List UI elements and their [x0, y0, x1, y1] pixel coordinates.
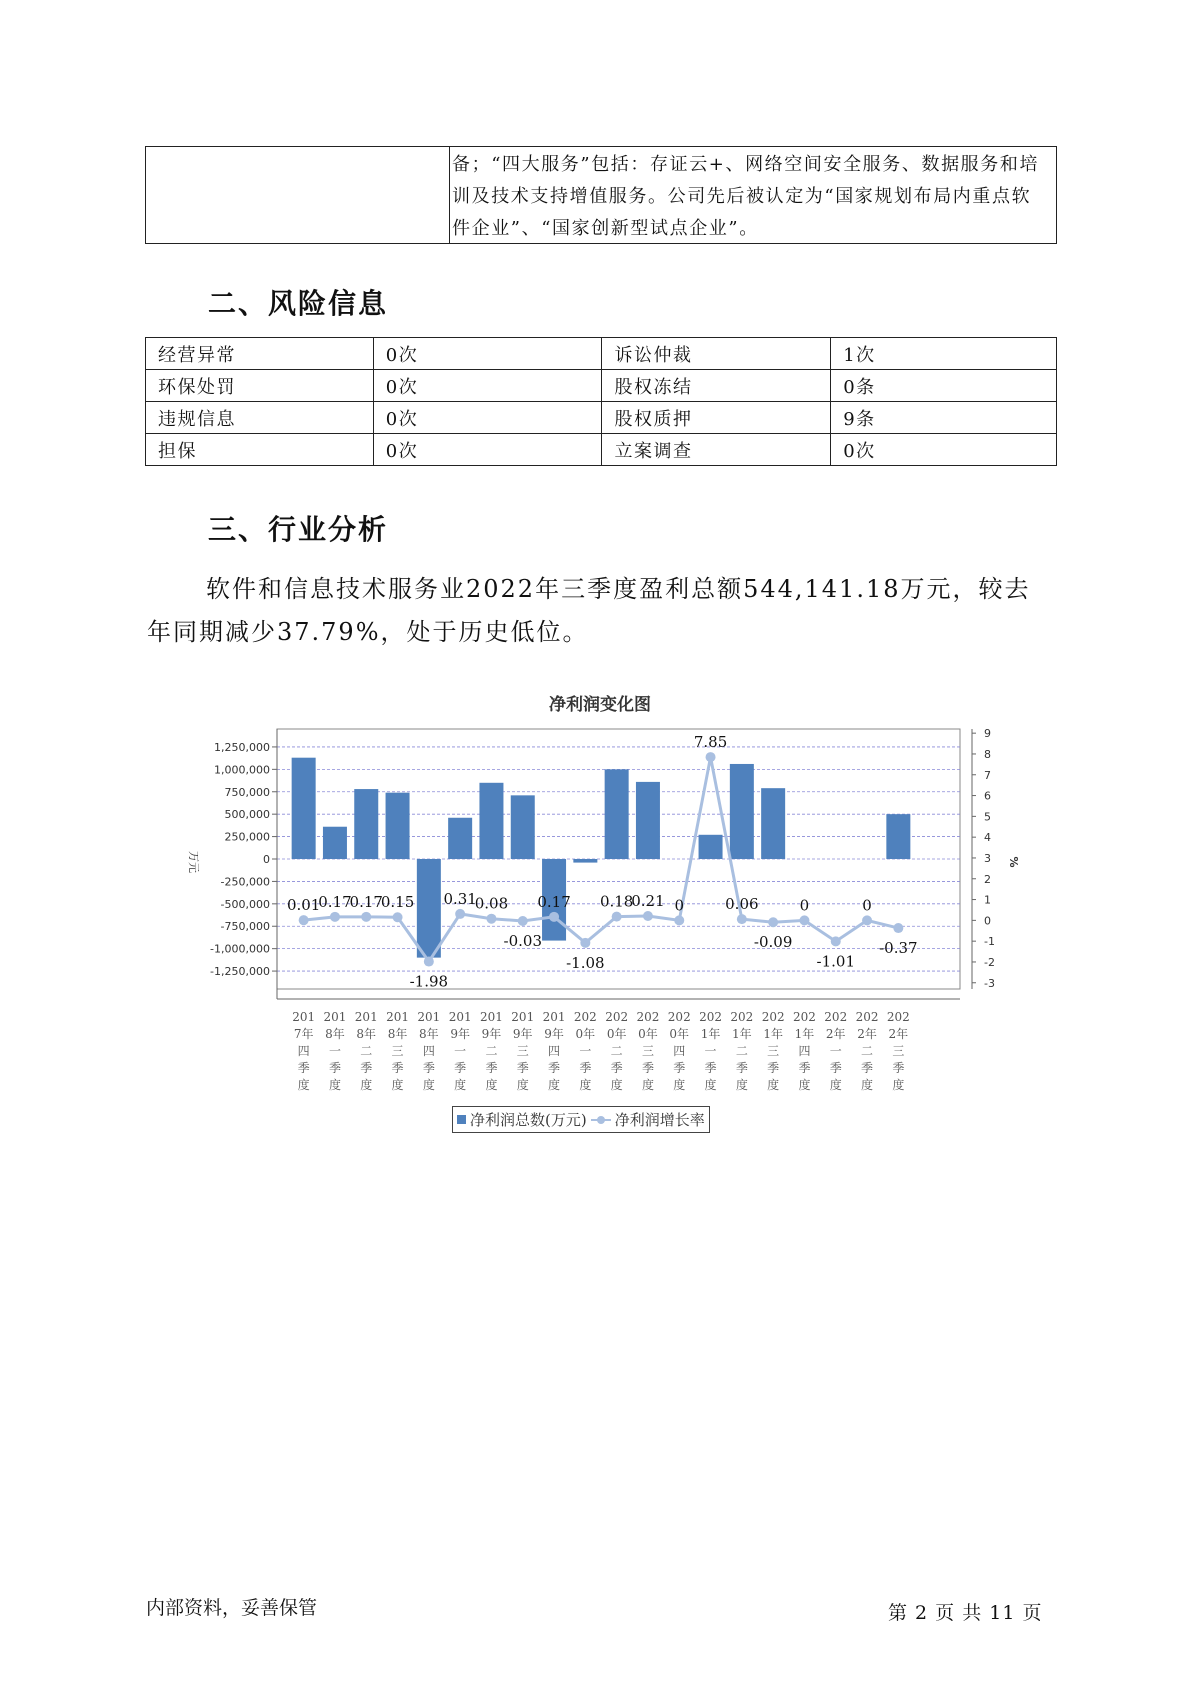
data-label: 0.15 — [380, 893, 415, 912]
info-line: 备；“四大服务”包括：存证云+、网络空间安全服务、数据服务和培 — [452, 154, 1040, 175]
data-label: -0.03 — [503, 931, 542, 950]
x-tick-label: 季 — [641, 1061, 654, 1075]
y-tick-label-right: 4 — [984, 831, 991, 845]
x-tick-label: 二 — [735, 1044, 748, 1058]
data-label: 0.17 — [318, 892, 352, 911]
growth-rate-point — [831, 936, 841, 946]
x-tick-label: 202 — [667, 1010, 691, 1024]
risk-value: 0次 — [831, 434, 1057, 466]
x-tick-label: 三 — [516, 1044, 529, 1058]
x-tick-label: 201 — [479, 1010, 503, 1024]
x-tick-label: 季 — [422, 1061, 435, 1075]
x-tick-label: 二 — [610, 1044, 623, 1058]
section-heading-industry: 三、行业分析 — [208, 513, 389, 546]
x-tick-label: 季 — [360, 1061, 373, 1075]
x-tick-label: 度 — [704, 1078, 717, 1092]
x-tick-label: 季 — [610, 1061, 623, 1075]
info-line: 训及技术支持增值服务。公司先后被认定为“国家规划布局内重点软 — [452, 186, 1032, 207]
y-tick-label-left: 750,000 — [224, 785, 270, 799]
x-tick-label: 度 — [892, 1078, 905, 1092]
risk-label: 股权冻结 — [602, 370, 831, 402]
footer-page-number: 第 2 页 共 11 页 — [888, 1602, 1043, 1624]
legend-label-bar: 净利润总数(万元) — [470, 1111, 587, 1129]
x-tick-label: 2年 — [857, 1027, 877, 1041]
y-axis-title-right: % — [1007, 856, 1020, 868]
x-tick-label: 度 — [516, 1078, 529, 1092]
risk-label: 诉讼仲裁 — [602, 338, 831, 370]
bar — [479, 783, 503, 859]
growth-rate-point — [643, 911, 653, 921]
y-tick-label-left: 0 — [263, 853, 270, 866]
x-tick-label: 202 — [761, 1010, 785, 1024]
y-tick-label-right: 5 — [984, 810, 991, 824]
data-label: -0.37 — [879, 939, 918, 958]
x-tick-label: 202 — [730, 1010, 754, 1024]
x-tick-label: 季 — [767, 1061, 780, 1075]
x-tick-label: 8年 — [325, 1027, 345, 1041]
x-tick-label: 二 — [861, 1044, 874, 1058]
data-label: 0.17 — [349, 892, 383, 911]
x-tick-label: 201 — [417, 1010, 441, 1024]
risk-value: 0次 — [373, 434, 602, 466]
x-tick-label: 202 — [699, 1010, 723, 1024]
growth-rate-point — [893, 923, 903, 933]
growth-rate-point — [768, 917, 778, 927]
x-tick-label: 季 — [485, 1061, 498, 1075]
growth-rate-point — [330, 912, 340, 922]
x-tick-label: 季 — [328, 1061, 341, 1075]
data-label: 0.08 — [474, 894, 509, 913]
growth-rate-point — [393, 912, 403, 922]
x-tick-label: 9年 — [481, 1027, 502, 1041]
x-tick-label: 季 — [391, 1061, 404, 1075]
y-tick-label-left: -500,000 — [220, 897, 270, 911]
x-tick-label: 2年 — [825, 1027, 846, 1041]
x-tick-label: 201 — [542, 1010, 566, 1024]
x-tick-label: 季 — [548, 1061, 561, 1075]
x-tick-label: 202 — [792, 1010, 816, 1024]
x-tick-label: 0年 — [606, 1027, 627, 1041]
x-tick-label: 季 — [829, 1061, 842, 1075]
x-tick-label: 二 — [360, 1044, 373, 1058]
x-tick-label: 2年 — [888, 1027, 909, 1041]
data-label: 7.85 — [693, 733, 728, 752]
data-label: 0.06 — [725, 895, 759, 914]
x-tick-label: 度 — [641, 1078, 654, 1092]
bar — [448, 818, 472, 859]
x-tick-label: 度 — [829, 1078, 842, 1092]
data-label: -1.08 — [566, 953, 605, 972]
info-line: 件企业”、“国家创新型试点企业”。 — [452, 218, 759, 239]
x-tick-label: 一 — [454, 1044, 467, 1058]
x-tick-label: 8年 — [419, 1027, 439, 1041]
risk-label: 立案调查 — [602, 434, 831, 466]
x-tick-label: 度 — [579, 1078, 592, 1092]
x-tick-label: 202 — [886, 1010, 910, 1024]
x-tick-label: 度 — [297, 1078, 310, 1092]
x-tick-label: 1年 — [794, 1027, 815, 1041]
x-tick-label: 202 — [605, 1010, 629, 1024]
x-tick-label: 度 — [391, 1078, 404, 1092]
x-tick-label: 9年 — [544, 1027, 564, 1041]
paragraph-line: 年同期减少37.79%，处于历史低位。 — [147, 618, 589, 646]
y-tick-label-right: 0 — [984, 914, 991, 928]
x-tick-label: 季 — [454, 1061, 467, 1075]
y-tick-label-right: 6 — [984, 789, 991, 803]
x-tick-label: 9年 — [512, 1027, 533, 1041]
bar-swatch-icon — [457, 1115, 466, 1124]
x-tick-label: 1年 — [732, 1027, 752, 1041]
x-tick-label: 度 — [548, 1078, 561, 1092]
y-tick-label-left: 250,000 — [224, 830, 270, 844]
legend-label-line: 净利润增长率 — [614, 1111, 705, 1129]
x-tick-label: 度 — [328, 1078, 341, 1092]
x-tick-label: 1年 — [700, 1027, 721, 1041]
x-tick-label: 202 — [573, 1010, 597, 1024]
x-tick-label: 0年 — [575, 1027, 596, 1041]
x-tick-label: 二 — [485, 1044, 498, 1058]
risk-label: 环保处罚 — [146, 370, 374, 402]
growth-rate-point — [580, 938, 590, 948]
x-tick-label: 9年 — [450, 1027, 470, 1041]
risk-value: 1次 — [831, 338, 1057, 370]
growth-rate-point — [706, 752, 716, 762]
x-tick-label: 四 — [798, 1044, 811, 1058]
bar — [886, 814, 910, 859]
data-label: 0.31 — [443, 889, 477, 908]
x-tick-label: 三 — [892, 1044, 905, 1058]
growth-rate-point — [612, 912, 622, 922]
risk-value: 0次 — [373, 402, 602, 434]
x-tick-label: 季 — [579, 1061, 592, 1075]
x-tick-label: 202 — [824, 1010, 848, 1024]
y-tick-label-left: 1,250,000 — [214, 740, 270, 754]
x-tick-label: 201 — [386, 1010, 410, 1024]
x-tick-label: 1年 — [763, 1027, 783, 1041]
bar — [292, 758, 316, 859]
y-tick-label-right: -3 — [984, 976, 995, 990]
data-label: 0 — [862, 896, 872, 915]
x-tick-label: 三 — [767, 1044, 780, 1058]
x-tick-label: 季 — [861, 1061, 874, 1075]
line-swatch-icon — [591, 1115, 611, 1125]
data-label: -1.98 — [409, 972, 449, 991]
bar — [699, 835, 723, 859]
x-tick-label: 四 — [422, 1044, 435, 1058]
y-tick-label-left: -250,000 — [220, 875, 270, 889]
x-tick-label: 度 — [610, 1078, 623, 1092]
data-label: 0.18 — [599, 892, 634, 911]
data-label: -0.09 — [753, 933, 793, 952]
risk-label: 违规信息 — [146, 402, 374, 434]
bar — [730, 764, 754, 859]
growth-rate-point — [455, 909, 465, 919]
x-tick-label: 度 — [798, 1078, 811, 1092]
y-tick-label-left: -1,000,000 — [210, 942, 270, 956]
y-tick-label-left: -750,000 — [220, 920, 270, 934]
x-tick-label: 8年 — [356, 1027, 377, 1041]
x-tick-label: 度 — [360, 1078, 373, 1092]
x-tick-label: 0年 — [669, 1027, 690, 1041]
growth-rate-point — [862, 915, 872, 925]
data-label: 0.17 — [537, 892, 571, 911]
data-label: 0 — [799, 896, 810, 915]
x-tick-label: 四 — [673, 1044, 686, 1058]
bar — [573, 859, 597, 863]
bar — [511, 795, 535, 859]
x-tick-label: 一 — [704, 1044, 717, 1058]
growth-rate-point — [799, 915, 809, 925]
x-tick-label: 度 — [861, 1078, 874, 1092]
risk-value: 0次 — [373, 370, 602, 402]
y-tick-label-left: -1,250,000 — [210, 965, 270, 979]
bar — [323, 827, 347, 859]
growth-rate-point — [737, 914, 747, 924]
bar — [636, 782, 660, 859]
y-tick-label-right: -1 — [984, 935, 995, 949]
risk-value: 9条 — [831, 402, 1057, 434]
bar — [354, 789, 378, 859]
x-tick-label: 季 — [735, 1061, 748, 1075]
data-label: 0.01 — [286, 896, 321, 915]
y-tick-label-right: -2 — [984, 955, 995, 969]
bar — [386, 793, 410, 859]
x-tick-label: 四 — [548, 1044, 561, 1058]
x-tick-label: 度 — [767, 1078, 780, 1092]
paragraph-line: 软件和信息技术服务业2022年三季度盈利总额544,141.18万元，较去 — [206, 575, 1031, 603]
x-tick-label: 201 — [448, 1010, 472, 1024]
x-tick-label: 一 — [579, 1044, 592, 1058]
chart-legend — [452, 1106, 710, 1133]
x-tick-label: 度 — [485, 1078, 498, 1092]
risk-label: 经营异常 — [146, 338, 374, 370]
x-tick-label: 7年 — [293, 1027, 314, 1041]
x-tick-label: 季 — [798, 1061, 811, 1075]
x-tick-label: 201 — [323, 1010, 347, 1024]
x-tick-label: 201 — [354, 1010, 378, 1024]
growth-rate-point — [299, 915, 309, 925]
x-tick-label: 202 — [855, 1010, 879, 1024]
risk-label: 担保 — [146, 434, 374, 466]
x-tick-label: 度 — [422, 1078, 435, 1092]
risk-value: 0条 — [831, 370, 1057, 402]
x-tick-label: 度 — [673, 1078, 686, 1092]
chart-title: 净利润变化图 — [549, 695, 651, 715]
data-label: 0.21 — [631, 891, 665, 910]
bar — [417, 859, 441, 958]
data-label: 0 — [674, 896, 685, 915]
x-tick-label: 度 — [454, 1078, 467, 1092]
y-tick-label-right: 1 — [984, 893, 991, 907]
growth-rate-point — [518, 916, 528, 926]
x-tick-label: 季 — [516, 1061, 529, 1075]
footer-confidential: 内部资料，妥善保管 — [146, 1597, 318, 1619]
bar — [761, 788, 785, 859]
x-tick-label: 201 — [292, 1010, 316, 1024]
x-tick-label: 季 — [297, 1061, 310, 1075]
y-axis-title-left: 万元 — [187, 851, 200, 873]
growth-rate-point — [549, 912, 559, 922]
x-tick-label: 三 — [641, 1044, 654, 1058]
y-tick-label-left: 500,000 — [224, 808, 270, 822]
section-heading-risk: 二、风险信息 — [208, 287, 389, 320]
growth-rate-point — [674, 915, 684, 925]
x-tick-label: 202 — [636, 1010, 660, 1024]
x-tick-label: 8年 — [387, 1027, 408, 1041]
y-tick-label-left: 1,000,000 — [214, 763, 270, 777]
growth-rate-point — [361, 912, 371, 922]
x-tick-label: 季 — [673, 1061, 686, 1075]
risk-value: 0次 — [373, 338, 602, 370]
x-tick-label: 0年 — [638, 1027, 658, 1041]
risk-label: 股权质押 — [602, 402, 831, 434]
growth-rate-point — [486, 914, 496, 924]
y-tick-label-right: 2 — [984, 872, 991, 886]
y-tick-label-right: 9 — [984, 727, 991, 741]
x-tick-label: 三 — [391, 1044, 404, 1058]
x-tick-label: 四 — [297, 1044, 310, 1058]
growth-rate-point — [424, 957, 434, 967]
y-tick-label-right: 7 — [984, 768, 991, 782]
x-tick-label: 一 — [829, 1044, 842, 1058]
x-tick-label: 一 — [328, 1044, 341, 1058]
data-label: -1.01 — [816, 952, 855, 971]
y-tick-label-right: 3 — [984, 851, 991, 865]
x-tick-label: 度 — [735, 1078, 748, 1092]
x-tick-label: 201 — [511, 1010, 535, 1024]
bar — [605, 769, 629, 859]
y-tick-label-right: 8 — [984, 747, 991, 761]
x-tick-label: 季 — [704, 1061, 717, 1075]
x-tick-label: 季 — [892, 1061, 905, 1075]
